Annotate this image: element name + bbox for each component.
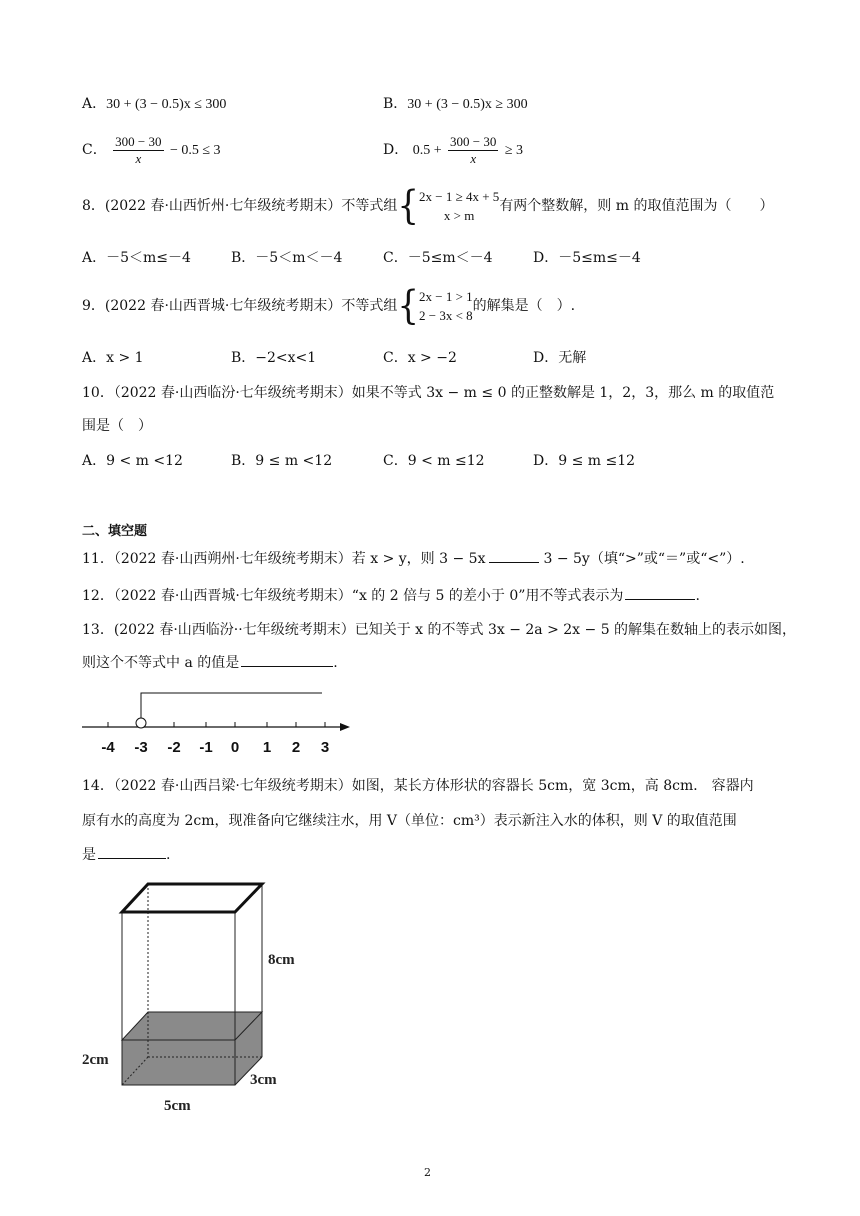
fraction-numerator: 300 − 30 [450,133,497,149]
option-label: C． [82,142,107,158]
q7-option-c [82,131,221,170]
length-label: 5cm [164,1098,191,1114]
question-stem: 则这个不等式中 a 的值是 [82,655,240,671]
q8-option-c: C．－5≤m＜－4 [383,250,493,266]
inequality-1: 2x − 1 > 1 [419,289,473,304]
option-expr: 0.5 + [412,143,442,158]
option-label: A． [82,96,107,112]
option-expr: 30 + (3 − 0.5)x ≥ 300 [407,97,528,112]
q8-option-a: A．－5＜m≤－4 [82,250,191,266]
tick-label: 0 [230,739,240,756]
fraction-numerator: 300 − 30 [115,133,162,149]
tick-label: 1 [262,739,272,756]
inequality-system [419,287,473,325]
fraction [113,134,163,167]
question-stem-end: 有两个整数解，则 m 的取值范围为（ ） [499,198,774,214]
q7-option-b [383,94,528,115]
container-opening [122,884,262,912]
container-figure [78,872,328,1117]
section-title: 二、填空题 [82,524,148,539]
question-stem: 是 [82,847,96,863]
brace-glyph: { [397,283,419,329]
question-11 [82,549,745,569]
q9-option-c: C．x > −2 [383,350,457,366]
water-height-label: 2cm [82,1052,109,1068]
question-stem: 8．(2022 春·山西忻州·七年级统考期末）不等式组 [82,198,398,214]
question-14-line2: 原有水的高度为 2cm，现准备向它继续注水，用 V（单位：cm³）表示新注入水的体积，则 V 的取值范围 [82,813,737,829]
tick-label: -4 [101,739,115,756]
question-stem-end: 3 − 5y（填“>”或“＝”或“<”）. [543,551,745,567]
q8-option-d: D．－5≤m≤－4 [533,250,641,266]
fraction-denominator: x [135,150,142,166]
option-label: D． [383,142,409,158]
question-9 [82,285,575,327]
option-expr: 30 + (3 − 0.5)x ≤ 300 [106,97,227,112]
q10-option-a: A．9 < m <12 [82,453,183,469]
answer-blank[interactable] [625,587,695,600]
tick-label: 3 [320,739,330,756]
question-10-line1: 10．（2022 春·山西临汾·七年级统考期末）如果不等式 3x − m ≤ 0 的正整数解是 1，2，3，那么 m 的取值范 [82,385,775,401]
question-stem: 12．（2022 春·山西晋城·七年级统考期末）“x 的 2 倍与 5 的差小于 0”用不等式表示为 [82,588,624,604]
question-stem: 11．（2022 春·山西朔州·七年级统考期末）若 x > y，则 3 − 5x [82,551,486,567]
q9-option-a: A．x > 1 [82,350,144,366]
question-12 [82,586,700,606]
inequality-1: 2x − 1 ≥ 4x + 5 [419,189,500,204]
question-stem-end: . [333,655,338,671]
question-10-line2: 围是（ ） [82,418,152,434]
q9-option-b: B．−2<x<1 [231,350,317,366]
question-8 [82,183,774,229]
tick-label: -3 [134,739,148,756]
axis-arrow [340,723,350,731]
number-line-figure [80,685,360,760]
inequality-2: 2 − 3x < 8 [419,308,473,323]
tick-label: -2 [167,739,181,756]
q10-option-d: D．9 ≤ m ≤12 [533,453,636,469]
solution-ray [141,693,322,723]
tick-label: -1 [199,739,213,756]
fraction [448,134,498,167]
answer-blank[interactable] [98,846,166,859]
q7-option-a [82,94,226,115]
answer-blank[interactable] [241,654,333,667]
height-label: 8cm [268,952,295,968]
q8-option-b: B．－5＜m＜－4 [231,250,343,266]
answer-blank[interactable] [489,550,539,563]
inequality-system [419,187,499,225]
inequality-2: x > m [443,208,475,223]
question-stem: 9．(2022 春·山西晋城·七年级统考期末）不等式组 [82,298,398,314]
q10-option-b: B．9 ≤ m <12 [231,453,333,469]
question-13-line1: 13．(2022 春·山西临汾··七年级统考期末）已知关于 x 的不等式 3x − 2a > 2x − 5 的解集在数轴上的表示如图， [82,622,797,638]
tick-label: 2 [291,739,301,756]
option-expr: ≥ 3 [504,143,524,158]
question-stem-end: 的解集是（ ）. [472,298,576,314]
brace-glyph: { [397,183,419,229]
water-volume [122,1012,262,1085]
q7-option-d [383,131,523,170]
width-label: 3cm [250,1072,277,1088]
q9-option-d: D．无解 [533,350,587,366]
option-expr: − 0.5 ≤ 3 [169,143,221,158]
page-number: 2 [424,1166,431,1179]
fraction-denominator: x [470,150,477,166]
question-stem-end: . [166,847,171,863]
open-point [136,718,146,728]
option-label: B． [383,96,408,112]
question-14-line1: 14．（2022 春·山西吕梁·七年级统考期末）如图，某长方体形状的容器长 5cm，宽 3cm，高 8cm． 容器内 [82,778,754,794]
q10-option-c: C．9 < m ≤12 [383,453,485,469]
question-13-line2 [82,653,338,673]
question-stem-end: . [695,588,700,604]
question-14-line3 [82,845,170,865]
